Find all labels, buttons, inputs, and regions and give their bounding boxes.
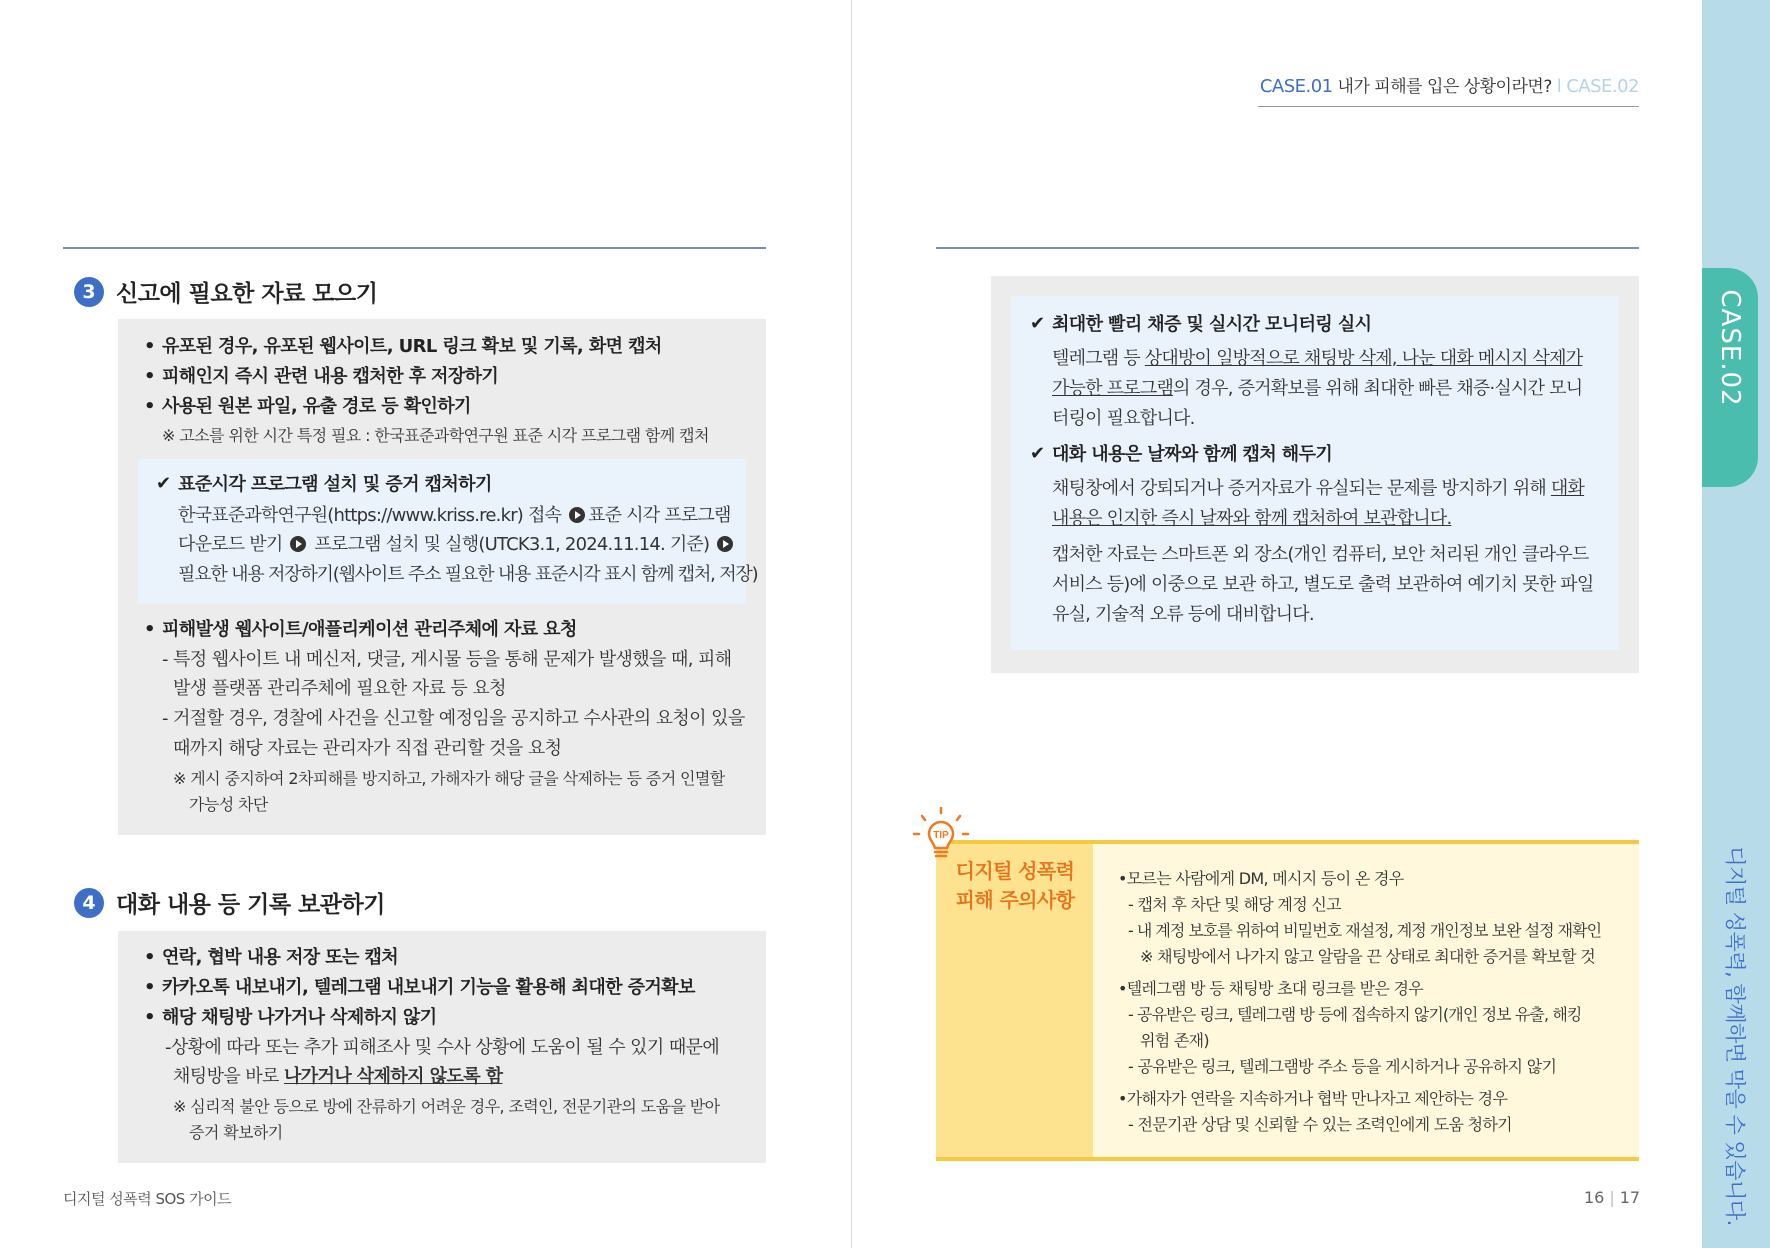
check-heading: ✔ 최대한 빨리 채증 및 실시간 모니터링 실시 bbox=[1030, 312, 1372, 335]
dash-line: 때까지 해당 자료는 관리자가 직접 관리할 것을 요청 bbox=[173, 738, 562, 759]
list-item: • 피해발생 웹사이트/애플리케이션 관리주체에 자료 요청 bbox=[134, 615, 577, 645]
section-number-badge: 4 bbox=[74, 888, 104, 918]
breadcrumb-case-01[interactable]: CASE.01 bbox=[1259, 76, 1333, 97]
list-item: • 유포된 경우, 유포된 웹사이트, URL 링크 확보 및 기록, 화면 캡처 bbox=[134, 332, 662, 362]
check-icon: ✔ bbox=[156, 472, 172, 494]
play-arrow-icon bbox=[290, 536, 306, 552]
section-3-bullet-4 bbox=[134, 615, 577, 645]
tip-line: - 내 계정 보호를 위하여 비밀번호 재설정, 계정 개인정보 보완 설정 재확인 bbox=[1128, 921, 1602, 940]
paragraph-line: 터링이 필요합니다. bbox=[1052, 408, 1195, 429]
tip-line: - 공유받은 링크, 텔레그램방 주소 등을 게시하거나 공유하지 않기 bbox=[1128, 1057, 1557, 1076]
instruction-line: 필요한 내용 저장하기(웹사이트 주소 필요한 내용 표준시각 표시 함께 캡처, 저장) bbox=[178, 564, 758, 585]
tip-line: •가해자가 연락을 지속하거나 협박 만나자고 제안하는 경우 bbox=[1118, 1089, 1508, 1108]
tip-line: - 전문기관 상담 및 신뢰할 수 있는 조력인에게 도움 청하기 bbox=[1128, 1115, 1512, 1134]
tip-line: - 공유받은 링크, 텔레그램 방 등에 접속하지 않기(개인 정보 유출, 해킹 bbox=[1128, 1005, 1582, 1024]
check-heading: ✔ 표준시각 프로그램 설치 및 증거 캡처하기 bbox=[156, 472, 492, 495]
page-spine bbox=[851, 0, 852, 1248]
tip-top-border bbox=[936, 840, 1639, 844]
note: ※ 심리적 불안 등으로 방에 잔류하기 어려운 경우, 조력인, 전문기관의 도움을 받아 bbox=[173, 1097, 720, 1116]
header-underline bbox=[1258, 106, 1639, 107]
check-heading: ✔ 대화 내용은 날짜와 함께 캡처 해두기 bbox=[1030, 442, 1333, 465]
paragraph-line: 유실, 기술적 오류 등에 대비합니다. bbox=[1052, 604, 1314, 625]
breadcrumb-case-02[interactable]: CASE.02 bbox=[1566, 76, 1639, 97]
list-item: • 사용된 원본 파일, 유출 경로 등 확인하기 bbox=[134, 392, 662, 422]
list-item: • 피해인지 즉시 관련 내용 캡처한 후 저장하기 bbox=[134, 362, 662, 392]
paragraph-line: 채팅창에서 강퇴되거나 증거자료가 유실되는 문제를 방지하기 위해 대화 bbox=[1052, 478, 1585, 499]
dash-line: 채팅방을 바로 나가거나 삭제하지 않도록 함 bbox=[173, 1066, 503, 1087]
top-rule-left bbox=[63, 247, 766, 249]
dash-line: - 특정 웹사이트 내 메신저, 댓글, 게시물 등을 통해 문제가 발생했을 때, 피해 bbox=[162, 649, 732, 670]
dash-line: - 거절할 경우, 경찰에 사건을 신고할 예정임을 공지하고 수사관의 요청이 있을 bbox=[162, 708, 745, 729]
paragraph-line: 텔레그램 등 상대방이 일방적으로 채팅방 삭제, 나눈 대화 메시지 삭제가 bbox=[1052, 348, 1583, 369]
tip-content-panel bbox=[1093, 844, 1639, 1157]
tip-bottom-border bbox=[936, 1157, 1639, 1161]
paragraph-line: 캡처한 자료는 스마트폰 외 장소(개인 컴퓨터, 보안 처리된 개인 클라우드 bbox=[1052, 544, 1589, 565]
list-item: • 해당 채팅방 나가거나 삭제하지 않기 bbox=[134, 1003, 695, 1033]
check-icon: ✔ bbox=[1030, 312, 1046, 334]
footer-guide-title: 디지털 성폭력 SOS 가이드 bbox=[63, 1190, 232, 1208]
instruction-line: 한국표준과학연구원(https://www.kriss.re.kr) 접속 표준 시각 프로그램 bbox=[178, 505, 731, 526]
section-4-heading bbox=[74, 886, 385, 919]
tip-title: 디지털 성폭력 피해 주의사항 bbox=[955, 859, 1075, 912]
case-breadcrumb: CASE.01 내가 피해를 입은 상황이라면? l CASE.02 bbox=[1259, 76, 1639, 97]
tip-line: •텔레그램 방 등 채팅방 초대 링크를 받은 경우 bbox=[1118, 979, 1424, 998]
tip-line: •모르는 사람에게 DM, 메시지 등이 온 경우 bbox=[1118, 869, 1404, 888]
paragraph-line: 가능한 프로그램의 경우, 증거확보를 위해 최대한 빠른 채증·실시간 모니 bbox=[1052, 378, 1583, 399]
dash-line: 발생 플랫폼 관리주체에 필요한 자료 등 요청 bbox=[173, 678, 506, 699]
side-slogan: 디지털 성폭력, 함께하면 막을 수 있습니다. bbox=[1723, 846, 1747, 1226]
tip-line: ※ 채팅방에서 나가지 않고 알람을 끈 상태로 최대한 증거를 확보할 것 bbox=[1140, 947, 1595, 966]
paragraph-line: 서비스 등)에 이중으로 보관 하고, 별도로 출력 보관하여 예기치 못한 파일 bbox=[1052, 574, 1594, 595]
paragraph-line: 내용은 인지한 즉시 날짜와 함께 캡처하여 보관합니다. bbox=[1052, 508, 1452, 529]
svg-text:TIP: TIP bbox=[933, 830, 949, 841]
list-item: • 카카오톡 내보내기, 텔레그램 내보내기 기능을 활용해 최대한 증거확보 bbox=[134, 973, 695, 1003]
note: 증거 확보하기 bbox=[189, 1123, 283, 1142]
section-title: 신고에 필요한 자료 모으기 bbox=[116, 281, 378, 307]
section-4-bullets bbox=[134, 943, 695, 1033]
section-3-bullets bbox=[134, 332, 662, 422]
section-3-heading bbox=[74, 275, 377, 308]
case-tab-label: CASE.02 bbox=[1715, 289, 1745, 407]
list-item: • 연락, 협박 내용 저장 또는 캡처 bbox=[134, 943, 695, 973]
section-number-badge: 3 bbox=[74, 277, 104, 307]
dash-line: -상황에 따라 또는 추가 피해조사 및 수사 상황에 도움이 될 수 있기 때문에 bbox=[165, 1037, 720, 1058]
check-icon: ✔ bbox=[1030, 442, 1046, 464]
play-arrow-icon bbox=[717, 536, 733, 552]
note: 가능성 차단 bbox=[189, 795, 268, 814]
section-title: 대화 내용 등 기록 보관하기 bbox=[116, 892, 385, 918]
note: ※ 게시 중지하여 2차피해를 방지하고, 가해자가 해당 글을 삭제하는 등 증거 인멸할 bbox=[173, 769, 725, 788]
page-numbers: 16 | 17 bbox=[1584, 1188, 1641, 1207]
tip-line: - 캡처 후 차단 및 해당 계정 신고 bbox=[1128, 895, 1341, 914]
instruction-line: 다운로드 받기 프로그램 설치 및 실행(UTCK3.1, 2024.11.14. 기준) bbox=[178, 530, 736, 559]
top-rule-right bbox=[936, 247, 1639, 249]
note: ※ 고소를 위한 시간 특정 필요 : 한국표준과학연구원 표준 시각 프로그램 함께 캡처 bbox=[162, 426, 709, 445]
play-arrow-icon bbox=[569, 507, 585, 523]
tip-line: 위험 존재) bbox=[1140, 1031, 1209, 1050]
breadcrumb-case-01-desc: 내가 피해를 입은 상황이라면? bbox=[1337, 77, 1552, 97]
